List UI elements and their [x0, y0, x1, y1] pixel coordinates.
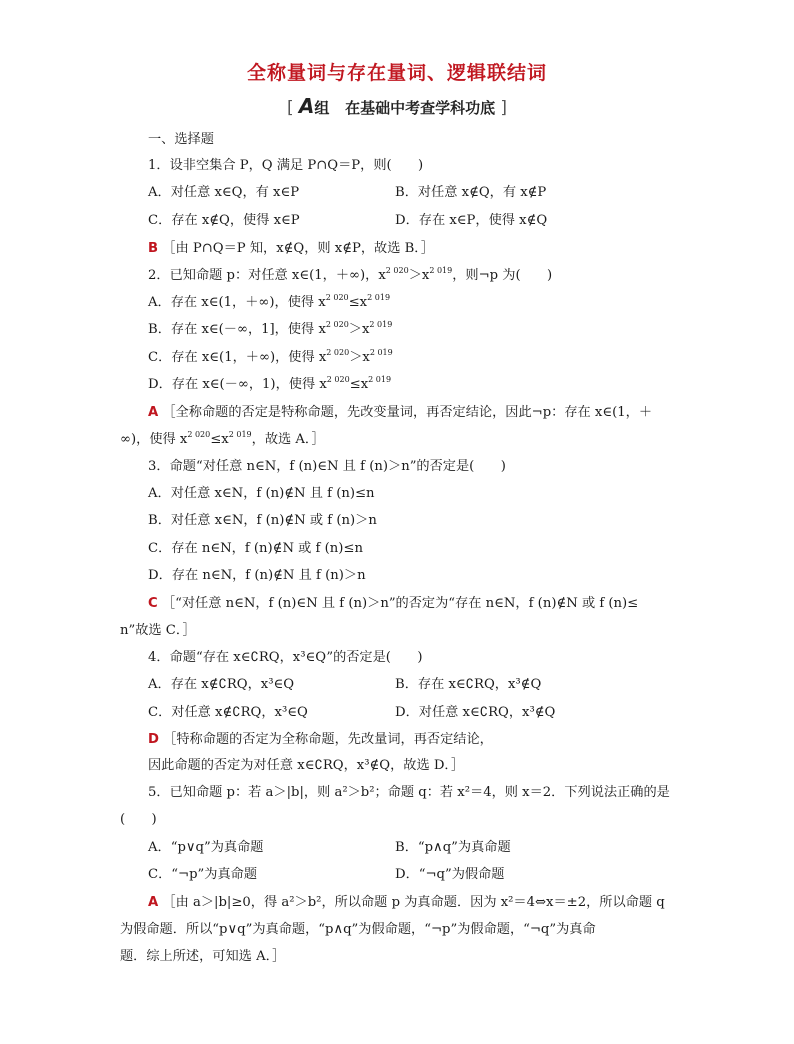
q2-answer-line1 [148, 404, 652, 422]
q5-answer-line2: 为假命题．所以“p∨q”为真命题，“p∧q”为假命题，“¬p”为假命题，“¬q”为真命 [120, 922, 596, 937]
q3-option-d: D．存在 n∈N，f (n)∉N 且 f (n)＞n [148, 568, 366, 583]
q2-ans2-pre: ∞)，使得 x [120, 432, 188, 447]
q5-option-c: C．“¬p”为真命题 [148, 867, 258, 882]
q4-answer-line1 [148, 731, 493, 749]
q2-stem-mid: ＞x [408, 268, 430, 283]
q2-c-mid: ＞x [349, 350, 370, 365]
q2-d-pre: D．存在 x∈(－∞，1)，使得 x [148, 377, 327, 392]
q5-answer-text1: ［由 a＞|b|≥0，得 a²＞b²，所以命题 p 为真命题．因为 x²＝4⇔x＝±2，所以命题 q [162, 895, 665, 910]
q5-stem-paren: ( ) [120, 812, 157, 827]
q4-answer-letter: D [148, 732, 159, 747]
group-description: 在基础中考查学科功底 [345, 99, 496, 117]
q3-option-a: A．对任意 x∈N，f (n)∉N 且 f (n)≤n [148, 486, 375, 501]
q2-stem-exp1: 2 020 [385, 266, 409, 275]
q1-option-d: D．存在 x∈P，使得 x∉Q [395, 213, 548, 228]
q5-option-d: D．“¬q”为假命题 [395, 867, 505, 882]
q1-answer-text: ［由 P∩Q＝P 知，x∉Q，则 x∉P，故选 B．］ [162, 241, 435, 256]
q2-answer-letter: A [148, 405, 159, 420]
q2-a-pre: A．存在 x∈(1，＋∞)，使得 x [148, 295, 326, 310]
q4-option-b: B．存在 x∈∁RQ，x³∉Q [395, 677, 542, 692]
q2-a-exp1: 2 020 [325, 293, 349, 302]
q2-option-b [148, 321, 392, 339]
group-heading [0, 94, 794, 118]
q2-a-mid: ≤x [348, 295, 368, 310]
q3-stem: 3．命题“对任意 n∈N，f (n)∈N 且 f (n)＞n”的否定是( ) [148, 459, 506, 474]
group-suffix: 组 [314, 99, 330, 117]
q1-answer-letter: B [148, 241, 159, 256]
q2-b-exp2: 2 019 [369, 320, 393, 329]
q2-b-mid: ＞x [348, 322, 370, 337]
q1-option-c: C．存在 x∉Q，使得 x∈P [148, 213, 300, 228]
q2-ans2-mid: ≤x [210, 432, 229, 447]
bracket-open: [ [287, 98, 294, 118]
q5-answer-line1 [148, 894, 665, 912]
q5-option-b: B．“p∧q”为真命题 [395, 840, 511, 855]
q2-ans2-exp2: 2 019 [228, 430, 252, 439]
q4-option-c: C．对任意 x∉∁RQ，x³∈Q [148, 705, 308, 720]
q2-c-exp1: 2 020 [326, 348, 350, 357]
q3-answer-line2: n”故选 C．］ [120, 623, 196, 638]
q2-stem [148, 267, 552, 285]
q2-d-exp1: 2 020 [326, 375, 350, 384]
q2-stem-pre: 2．已知命题 p：对任意 x∈(1，＋∞)，x [148, 268, 386, 283]
q2-b-pre: B．存在 x∈(－∞，1]，使得 x [148, 322, 326, 337]
q3-answer-text1: ［“对任意 n∈N，f (n)∈N 且 f (n)＞n”的否定为“存在 n∈N，f (n)∉N 或 f (n)≤ [161, 596, 639, 611]
q3-option-c: C．存在 n∈N，f (n)∉N 或 f (n)≤n [148, 541, 363, 556]
q1-answer [148, 240, 434, 258]
q4-stem: 4．命题“存在 x∈∁RQ，x³∈Q”的否定是( ) [148, 650, 423, 665]
q5-option-a: A．“p∨q”为真命题 [148, 840, 264, 855]
q2-answer-text1: ［全称命题的否定是特称命题，先改变量词，再否定结论，因此¬p：存在 x∈(1，＋ [162, 405, 653, 420]
bracket-close: ] [500, 98, 507, 118]
q2-c-pre: C．存在 x∈(1，＋∞)，使得 x [148, 350, 327, 365]
q4-option-a: A．存在 x∉∁RQ，x³∈Q [148, 677, 295, 692]
q2-ans2-end: ，故选 A．］ [251, 432, 325, 447]
q3-answer-line1 [148, 595, 638, 613]
q2-d-mid: ≤x [349, 377, 369, 392]
q2-stem-exp2: 2 019 [429, 266, 453, 275]
q4-answer-text1: ［特称命题的否定为全称命题，先改量词，再否定结论， [163, 732, 493, 747]
q1-option-b: B．对任意 x∉Q，有 x∉P [395, 185, 547, 200]
q2-stem-end: ，则¬p 为( ) [452, 268, 553, 283]
q5-answer-letter: A [148, 895, 159, 910]
q2-d-exp2: 2 019 [368, 375, 392, 384]
q2-a-exp2: 2 019 [367, 293, 391, 302]
q2-option-a [148, 294, 390, 312]
q2-answer-line2 [120, 431, 325, 449]
q3-option-b: B．对任意 x∈N，f (n)∉N 或 f (n)＞n [148, 513, 377, 528]
q4-option-d: D．对任意 x∈∁RQ，x³∉Q [395, 705, 556, 720]
q1-stem: 1．设非空集合 P，Q 满足 P∩Q＝P，则( ) [148, 158, 424, 173]
group-letter: A [298, 94, 315, 118]
q2-ans2-exp1: 2 020 [187, 430, 211, 439]
q4-answer-line2: 因此命题的否定为对任意 x∈∁RQ，x³∉Q，故选 D．］ [148, 758, 465, 773]
q3-answer-letter: C [148, 596, 158, 611]
q1-option-a: A．对任意 x∈Q，有 x∈P [148, 185, 300, 200]
q5-answer-line3: 题．综上所述，可知选 A．］ [120, 949, 286, 964]
q2-c-exp2: 2 019 [369, 348, 393, 357]
q5-stem: 5．已知命题 p：若 a＞|b|，则 a²＞b²；命题 q：若 x²＝4，则 x＝2．下列说法正确的是 [148, 785, 670, 800]
section-heading: 一、选择题 [148, 132, 214, 147]
q2-b-exp1: 2 020 [325, 320, 349, 329]
page-title: 全称量词与存在量词、逻辑联结词 [246, 62, 547, 84]
q2-option-d [148, 376, 391, 394]
q2-option-c [148, 349, 393, 367]
